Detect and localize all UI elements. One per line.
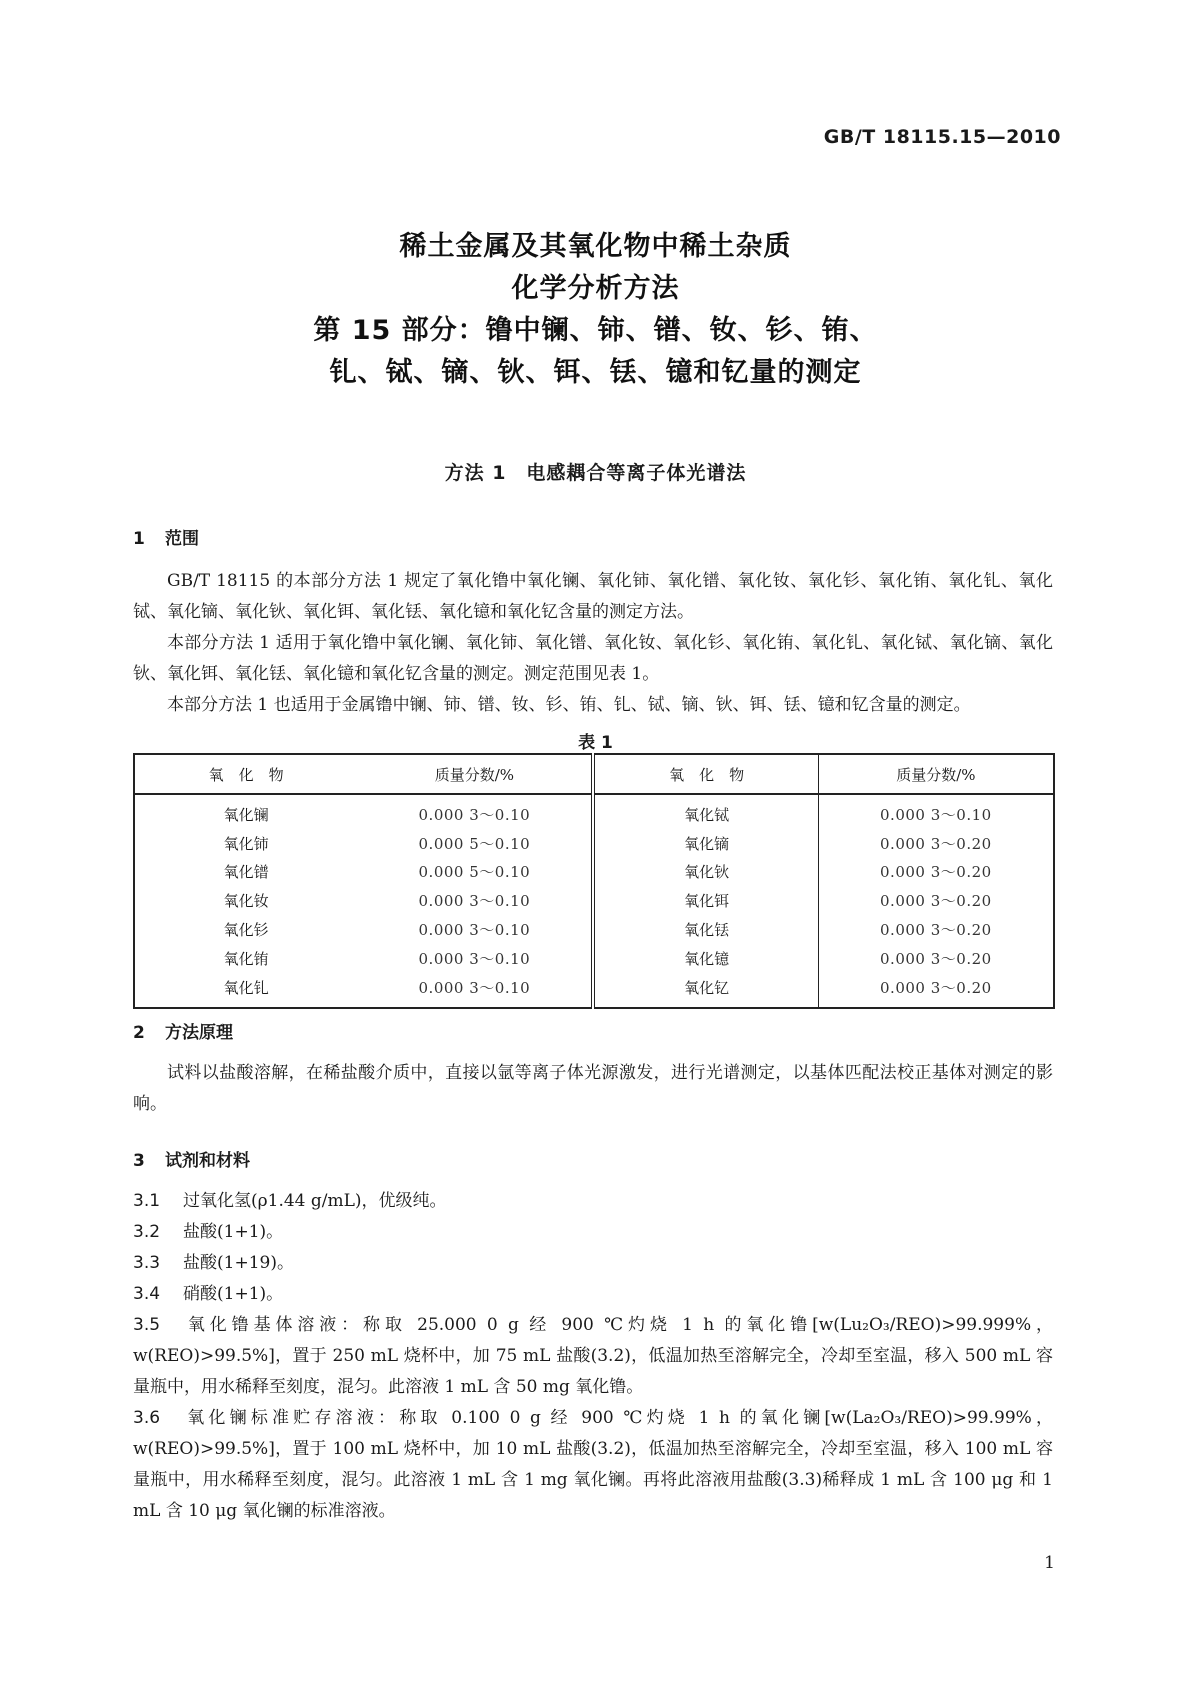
clause-text: 盐酸(1+19)。 xyxy=(183,1253,294,1273)
mass-fraction-cell: 0.000 3～0.20 xyxy=(818,973,1054,1008)
section-3-heading xyxy=(133,1146,250,1171)
clause-text: 过氧化氢(ρ1.44 g/mL)，优级纯。 xyxy=(183,1191,447,1211)
document-title xyxy=(0,226,1191,394)
oxide-cell: 氧化铕 xyxy=(223,949,269,968)
table-1 xyxy=(133,753,1055,1009)
mass-fraction-cell: 0.000 3～0.10 xyxy=(357,915,593,944)
table-row xyxy=(134,886,1054,915)
clause-number: 3.4 xyxy=(133,1284,161,1304)
section-1-number: 1 xyxy=(133,529,145,549)
oxide-cell: 氧化钆 xyxy=(223,978,269,997)
mass-fraction-cell: 0.000 3～0.20 xyxy=(818,944,1054,973)
clause-number: 3.5 xyxy=(133,1315,161,1335)
header-mass-fraction-left: 质量分数/% xyxy=(357,754,593,794)
section-2-number: 2 xyxy=(133,1023,145,1043)
table-row xyxy=(134,973,1054,1008)
oxide-cell: 氧化钇 xyxy=(593,973,818,1008)
oxide-cell: 氧化钬 xyxy=(593,858,818,887)
mass-fraction-cell: 0.000 3～0.20 xyxy=(818,829,1054,858)
clause-3-2 xyxy=(133,1217,1053,1248)
title-line-3: 第 15 部分：镥中镧、铈、镨、钕、钐、铕、 xyxy=(313,315,878,346)
standard-number: GB/T 18115.15—2010 xyxy=(823,126,1061,148)
section-1-heading xyxy=(133,524,199,549)
title-line-4: 钆、铽、镝、钬、铒、铥、镱和钇量的测定 xyxy=(329,357,862,388)
oxide-cell: 氧化镱 xyxy=(593,944,818,973)
header-oxide-right: 氧 化 物 xyxy=(593,754,818,794)
table-row xyxy=(134,944,1054,973)
title-line-2: 化学分析方法 xyxy=(511,273,680,304)
clause-3-6 xyxy=(133,1403,1053,1527)
mass-fraction-cell: 0.000 5～0.10 xyxy=(357,858,593,887)
section-3-number: 3 xyxy=(133,1151,145,1171)
table-1-caption: 表 1 xyxy=(578,733,613,753)
oxide-cell: 氧化镧 xyxy=(223,805,269,824)
section-2-title: 方法原理 xyxy=(165,1023,233,1043)
clause-text: 氧化镧标准贮存溶液：称取 0.100 0 g 经 900 ℃灼烧 1 h 的氧化镧[w(La₂O₃/REO)>99.99%，w(REO)>99.5%]，置于 100 mL 烧杯中，加 10 mL 盐酸(3.2)，低温加热至溶解完全，冷却至室温，移入 100 mL 容量瓶中，用水稀释至刻度，混匀。此溶液 1 mL 含 1 mg 氧化镧。再将此溶液用盐酸(3.3)稀释成 1 mL 含 100 μg 和 1 mL 含 10 μg 氧化镧的标准溶液。 xyxy=(133,1408,1053,1521)
mass-fraction-cell: 0.000 5～0.10 xyxy=(357,829,593,858)
header-oxide-left: 氧 化 物 xyxy=(134,754,357,794)
oxide-cell: 氧化铥 xyxy=(593,915,818,944)
clause-number: 3.1 xyxy=(133,1191,161,1211)
section-1-paragraph-2: 本部分方法 1 适用于氧化镥中氧化镧、氧化铈、氧化镨、氧化钕、氧化钐、氧化铕、氧化钆、氧化铽、氧化镝、氧化钬、氧化铒、氧化铥、氧化镱和氧化钇含量的测定。测定范围见表 1。 xyxy=(133,633,1053,684)
clause-text: 氧化镥基体溶液：称取 25.000 0 g 经 900 ℃灼烧 1 h 的氧化镥[w(Lu₂O₃/REO)>99.999%，w(REO)>99.5%]，置于 250 mL 烧杯中，加 75 mL 盐酸(3.2)，低温加热至溶解完全，冷却至室温，移入 500 mL 容量瓶中，用水稀释至刻度，混匀。此溶液 1 mL 含 50 mg 氧化镥。 xyxy=(133,1315,1053,1397)
table-row xyxy=(134,915,1054,944)
clause-number: 3.3 xyxy=(133,1253,161,1273)
mass-fraction-cell: 0.000 3～0.10 xyxy=(818,794,1054,829)
oxide-cell: 氧化铽 xyxy=(593,794,818,829)
clause-3-4 xyxy=(133,1279,1053,1310)
mass-fraction-cell: 0.000 3～0.10 xyxy=(357,973,593,1008)
page-number: 1 xyxy=(1044,1553,1055,1573)
mass-fraction-cell: 0.000 3～0.10 xyxy=(357,886,593,915)
table-row xyxy=(134,829,1054,858)
clause-3-3 xyxy=(133,1248,1053,1279)
table-row xyxy=(134,858,1054,887)
clause-text: 硝酸(1+1)。 xyxy=(183,1284,284,1304)
oxide-cell: 氧化镨 xyxy=(223,863,269,882)
title-line-1: 稀土金属及其氧化物中稀土杂质 xyxy=(399,231,792,262)
section-1-title: 范围 xyxy=(165,529,199,549)
clause-number: 3.6 xyxy=(133,1408,161,1428)
table-header-row xyxy=(134,754,1054,794)
clause-number: 3.2 xyxy=(133,1222,161,1242)
section-3-title: 试剂和材料 xyxy=(165,1151,250,1171)
section-1-paragraph-3: 本部分方法 1 也适用于金属镥中镧、铈、镨、钕、钐、铕、钆、铽、镝、钬、铒、铥、镱和钇含量的测定。 xyxy=(167,695,971,715)
oxide-cell: 氧化钕 xyxy=(223,892,269,911)
mass-fraction-cell: 0.000 3～0.10 xyxy=(357,944,593,973)
mass-fraction-cell: 0.000 3～0.20 xyxy=(818,858,1054,887)
mass-fraction-cell: 0.000 3～0.20 xyxy=(818,886,1054,915)
oxide-cell: 氧化铒 xyxy=(593,886,818,915)
oxide-cell: 氧化铈 xyxy=(223,834,269,853)
method-title: 方法 1 电感耦合等离子体光谱法 xyxy=(444,462,747,484)
oxide-cell: 氧化钐 xyxy=(223,921,269,940)
section-1-paragraph-1: GB/T 18115 的本部分方法 1 规定了氧化镥中氧化镧、氧化铈、氧化镨、氧化钕、氧化钐、氧化铕、氧化钆、氧化铽、氧化镝、氧化钬、氧化铒、氧化铥、氧化镱和氧化钇含量的测定方法。 xyxy=(133,571,1053,622)
oxide-cell: 氧化镝 xyxy=(593,829,818,858)
section-2-paragraph-1: 试料以盐酸溶解，在稀盐酸介质中，直接以氩等离子体光源激发，进行光谱测定，以基体匹配法校正基体对测定的影响。 xyxy=(133,1063,1053,1114)
mass-fraction-cell: 0.000 3～0.20 xyxy=(818,915,1054,944)
section-2-heading xyxy=(133,1018,233,1043)
header-mass-fraction-right: 质量分数/% xyxy=(818,754,1054,794)
clause-text: 盐酸(1+1)。 xyxy=(183,1222,284,1242)
mass-fraction-cell: 0.000 3～0.10 xyxy=(357,794,593,829)
table-row xyxy=(134,794,1054,829)
clause-3-5 xyxy=(133,1310,1053,1403)
clause-3-1 xyxy=(133,1186,1053,1217)
